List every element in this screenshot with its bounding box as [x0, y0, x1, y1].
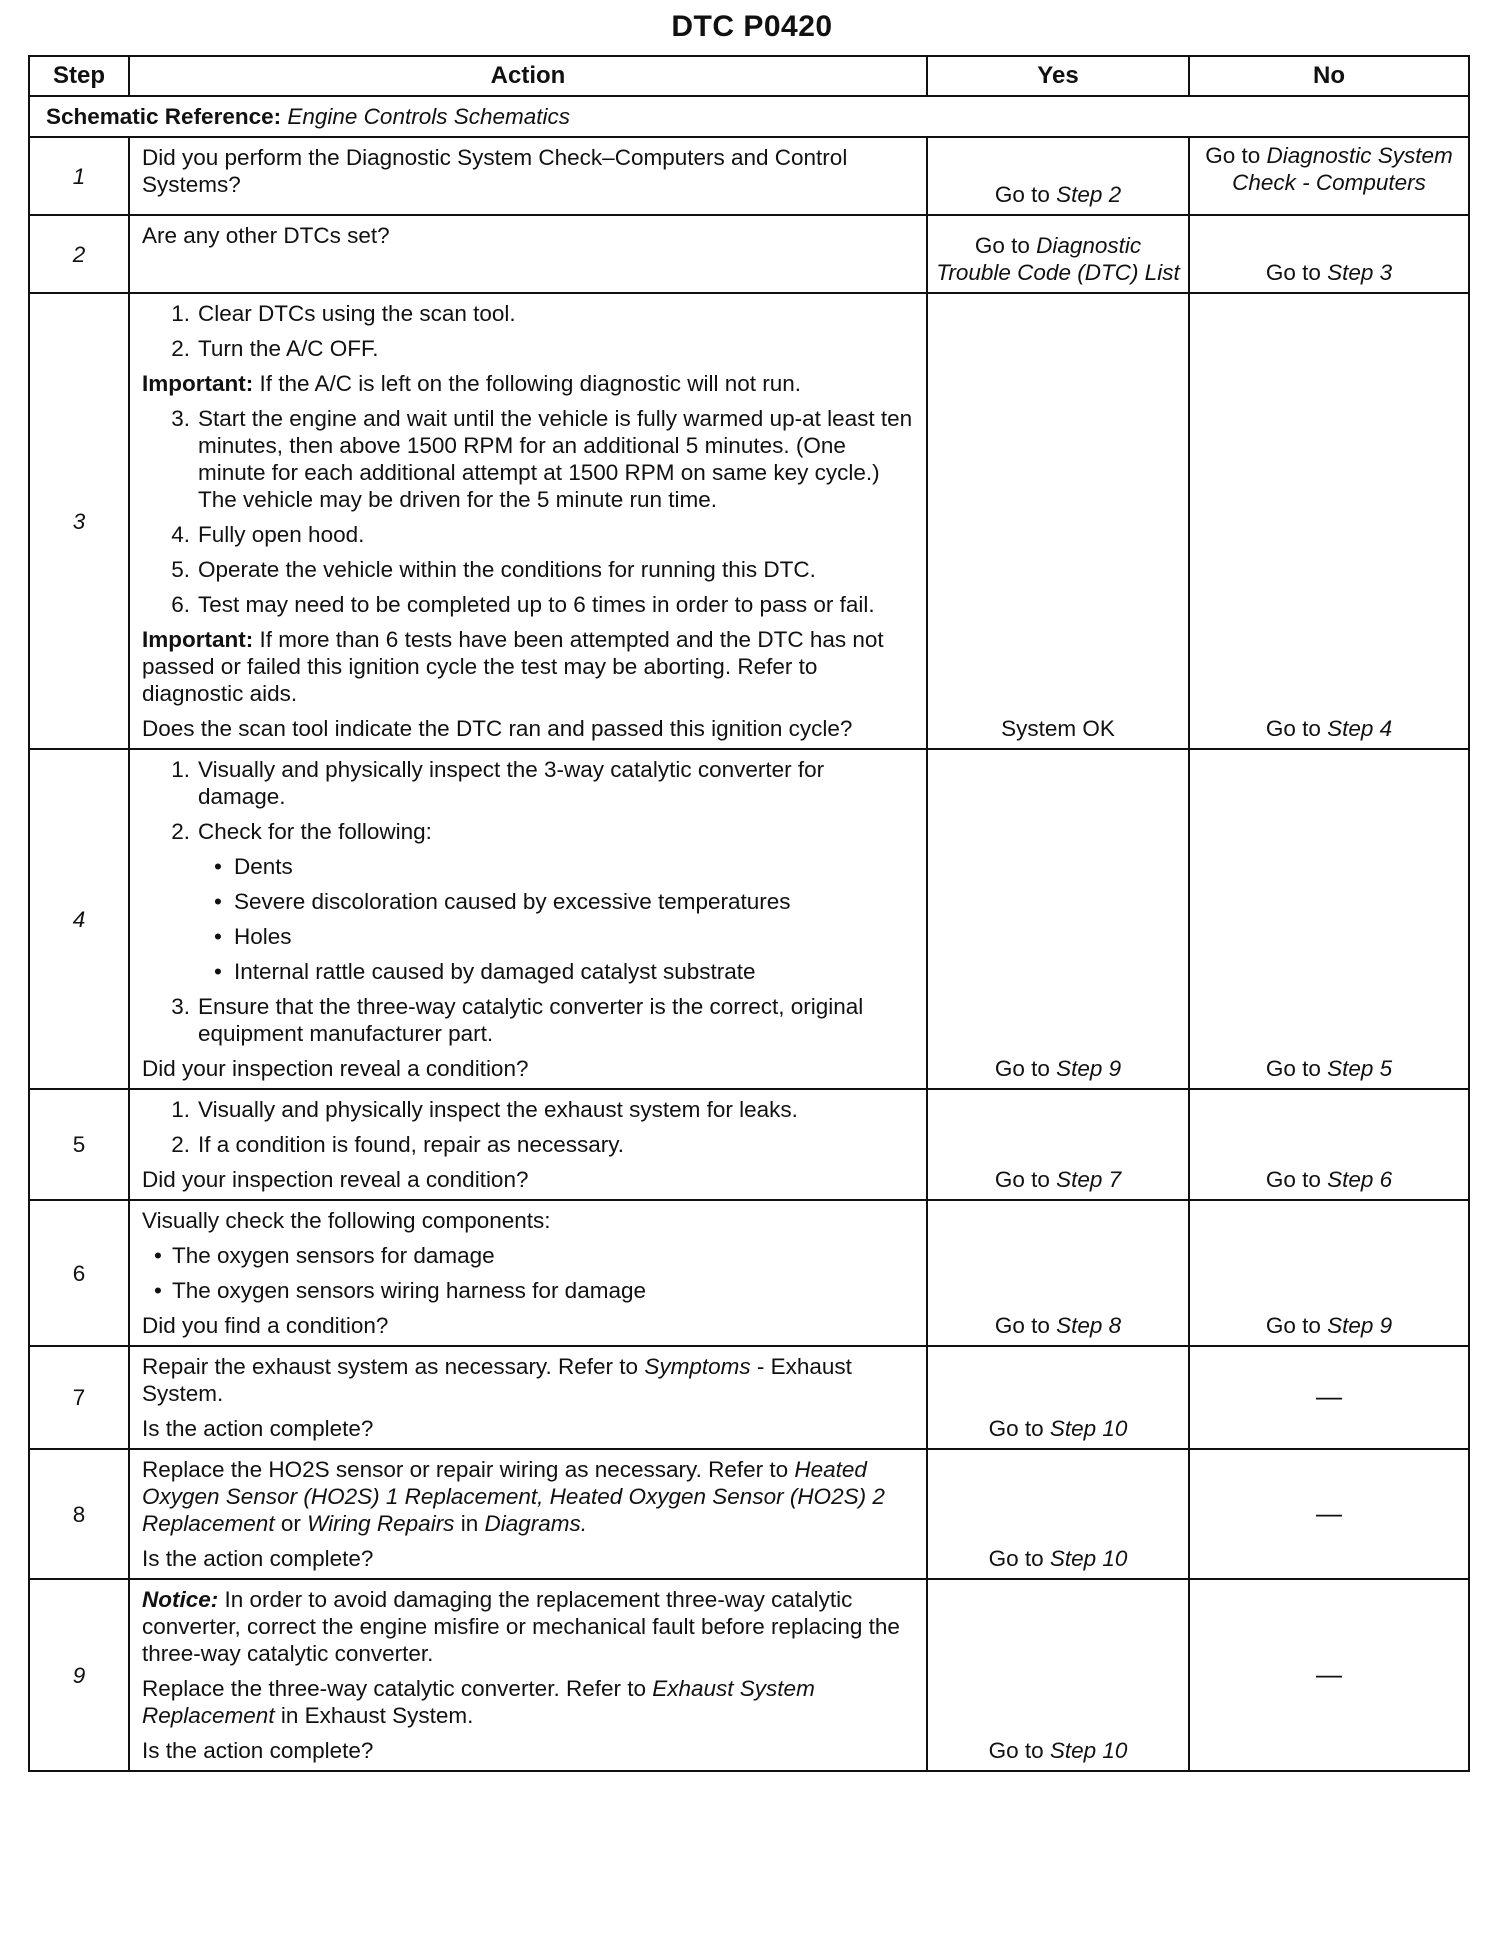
- no-cell: [1189, 137, 1469, 215]
- step-number: 5: [29, 1089, 129, 1200]
- yes-cell: [927, 1089, 1189, 1200]
- yes-prefix: Go to: [994, 1056, 1057, 1081]
- no-cell: [1189, 215, 1469, 293]
- no-cell: [1189, 1579, 1469, 1771]
- action-text: Replace the three-way catalytic converter. Refer to Exhaust System Replacement in Exhaust System.: [142, 1676, 815, 1728]
- diagrams-link[interactable]: Diagrams.: [484, 1511, 587, 1536]
- list-item: 2. If a condition is found, repair as necessary.: [171, 1132, 625, 1157]
- no-link[interactable]: Step 5: [1327, 1056, 1393, 1081]
- important-note: Important: If the A/C is left on the following diagnostic will not run.: [142, 371, 802, 396]
- schematic-row: [29, 96, 1469, 137]
- yes-prefix: Go to: [988, 1546, 1050, 1571]
- no-link[interactable]: Step 6: [1327, 1167, 1393, 1192]
- schematic-link[interactable]: Engine Controls Schematics: [287, 104, 571, 129]
- page-title: DTC P0420: [671, 10, 833, 43]
- no-cell: [1189, 1449, 1469, 1579]
- yes-cell: [927, 1449, 1189, 1579]
- no-cell: [1189, 293, 1469, 749]
- bullet-list: [142, 853, 914, 985]
- step-number: 6: [29, 1200, 129, 1346]
- yes-prefix: Go to: [994, 1167, 1057, 1192]
- list-item: 1. Visually and physically inspect the 3-way catalytic converter for damage.: [171, 757, 825, 809]
- yes-text: System OK: [1001, 716, 1115, 741]
- yes-prefix: Go to: [988, 1738, 1050, 1763]
- list-item: 4. Fully open hood.: [171, 522, 365, 547]
- table-row: [29, 749, 1469, 1089]
- table-row: [29, 137, 1469, 215]
- step-action: [129, 1089, 927, 1200]
- no-prefix: Go to: [1265, 1056, 1328, 1081]
- list-item: 2. Check for the following:: [171, 819, 432, 844]
- yes-cell: [927, 215, 1189, 293]
- step-question: Is the action complete?: [142, 1546, 374, 1571]
- no-cell: [1189, 749, 1469, 1089]
- yes-link[interactable]: Step 10: [1049, 1738, 1128, 1763]
- no-cell: [1189, 1089, 1469, 1200]
- wiring-repairs-link[interactable]: Wiring Repairs: [307, 1511, 455, 1536]
- header-action: Action: [129, 56, 927, 96]
- step-question: Did your inspection reveal a condition?: [142, 1167, 529, 1192]
- yes-link[interactable]: Step 8: [1056, 1313, 1122, 1338]
- table-row: [29, 1089, 1469, 1200]
- table-row: [29, 1449, 1469, 1579]
- symptoms-link[interactable]: Symptoms: [644, 1354, 751, 1379]
- step-action: [129, 1346, 927, 1449]
- table-row: [29, 293, 1469, 749]
- yes-link[interactable]: Step 7: [1056, 1167, 1122, 1192]
- step-question: Is the action complete?: [142, 1416, 374, 1441]
- no-prefix: Go to: [1265, 260, 1328, 285]
- yes-link[interactable]: Step 10: [1049, 1546, 1128, 1571]
- step-number: 8: [29, 1449, 129, 1579]
- step-action: [129, 1579, 927, 1771]
- action-text: Visually check the following components:: [142, 1208, 551, 1233]
- notice-note: Notice: In order to avoid damaging the replacement three-way catalytic converter, correct the engine misfire or mechanical fault before replacing the three-way catalytic converter.: [142, 1587, 900, 1666]
- header-step: Step: [29, 56, 129, 96]
- schematic-reference: [29, 96, 1469, 137]
- yes-cell: [927, 1346, 1189, 1449]
- table-row: [29, 215, 1469, 293]
- diagnostic-table: [28, 55, 1470, 1772]
- yes-link[interactable]: Step 10: [1049, 1416, 1128, 1441]
- table-header-row: [29, 56, 1469, 96]
- bullet-list: [142, 1242, 914, 1304]
- table-row: [29, 1200, 1469, 1346]
- no-dash: —: [1316, 1381, 1342, 1411]
- step-question: Did you find a condition?: [142, 1313, 389, 1338]
- no-link[interactable]: Step 3: [1327, 260, 1393, 285]
- no-cell: [1189, 1200, 1469, 1346]
- step-action: [129, 1449, 927, 1579]
- step-action: [129, 293, 927, 749]
- step-question: Is the action complete?: [142, 1738, 374, 1763]
- step-number: 9: [29, 1579, 129, 1771]
- no-link[interactable]: Diagnostic System Check - Computers: [1232, 143, 1453, 195]
- no-prefix: Go to: [1265, 716, 1328, 741]
- yes-link[interactable]: Diagnostic Trouble Code (DTC) List: [936, 233, 1180, 285]
- step-number: 1: [29, 137, 129, 215]
- no-prefix: Go to: [1265, 1167, 1328, 1192]
- step-number: 2: [29, 215, 129, 293]
- no-cell: [1189, 1346, 1469, 1449]
- yes-prefix: Go to: [994, 1313, 1057, 1338]
- bullet-item: • The oxygen sensors wiring harness for damage: [142, 1277, 914, 1304]
- yes-cell: [927, 1579, 1189, 1771]
- yes-prefix: Go to: [974, 233, 1037, 258]
- step-action: [129, 1200, 927, 1346]
- yes-cell: [927, 749, 1189, 1089]
- list-item: 3. Start the engine and wait until the vehicle is fully warmed up-at least ten minutes, then above 1500 RPM for an additional 5 minutes. (One minute for each additional attempt at 1500 RPM on same key cycle.) The vehicle may be driven for the 5 minute run time.: [171, 406, 913, 512]
- yes-cell: [927, 137, 1189, 215]
- bullet-item: • Holes: [142, 923, 914, 950]
- no-prefix: Go to: [1205, 143, 1267, 168]
- list-item: 2. Turn the A/C OFF.: [171, 336, 379, 361]
- schematic-label: Schematic Reference:: [46, 104, 282, 129]
- action-text: Did you perform the Diagnostic System Check–Computers and Control Systems?: [142, 145, 848, 197]
- procedure-list: [142, 1096, 914, 1158]
- step-action: [129, 215, 927, 293]
- header-yes: Yes: [927, 56, 1189, 96]
- procedure-list: [142, 300, 914, 362]
- step-number: 3: [29, 293, 129, 749]
- bullet-item: • Severe discoloration caused by excessive temperatures: [142, 888, 914, 915]
- no-dash: —: [1316, 1658, 1342, 1689]
- step-number: 4: [29, 749, 129, 1089]
- list-item: 1. Clear DTCs using the scan tool.: [171, 301, 516, 326]
- table-row: [29, 1579, 1469, 1771]
- no-dash: —: [1316, 1497, 1342, 1528]
- list-item: 5. Operate the vehicle within the conditions for running this DTC.: [171, 557, 816, 582]
- bullet-item: • Internal rattle caused by damaged catalyst substrate: [142, 958, 914, 985]
- no-link[interactable]: Step 9: [1327, 1313, 1393, 1338]
- header-no: No: [1189, 56, 1469, 96]
- action-text: Are any other DTCs set?: [142, 223, 390, 248]
- exhaust-replacement-link[interactable]: Exhaust System Replacement: [142, 1676, 815, 1728]
- list-item: 3. Ensure that the three-way catalytic converter is the correct, original equipment manufacturer part.: [171, 994, 864, 1046]
- step-action: [129, 749, 927, 1089]
- procedure-list: [142, 756, 914, 845]
- no-prefix: Go to: [1265, 1313, 1328, 1338]
- ho2s-replacement-link[interactable]: Heated Oxygen Sensor (HO2S) 1 Replacement, Heated Oxygen Sensor (HO2S) 2 Replacement: [142, 1457, 885, 1536]
- step-question: Did your inspection reveal a condition?: [142, 1056, 529, 1081]
- table-row: [29, 1346, 1469, 1449]
- yes-prefix: Go to: [988, 1416, 1050, 1441]
- action-text: Replace the HO2S sensor or repair wiring as necessary. Refer to Heated Oxygen Sensor (HO2S) 1 Replacement, Heated Oxygen Sensor (HO2S) 2 Replacement or Wiring Repairs in Diagrams.: [142, 1457, 885, 1536]
- action-text: Repair the exhaust system as necessary. Refer to Symptoms - Exhaust System.: [142, 1354, 852, 1406]
- step-question: Does the scan tool indicate the DTC ran and passed this ignition cycle?: [142, 716, 853, 741]
- step-number: 7: [29, 1346, 129, 1449]
- yes-cell: [927, 1200, 1189, 1346]
- bullet-item: • The oxygen sensors for damage: [142, 1242, 914, 1269]
- yes-prefix: Go to: [994, 182, 1057, 207]
- list-item: 6. Test may need to be completed up to 6 times in order to pass or fail.: [171, 592, 875, 617]
- list-item: 1. Visually and physically inspect the exhaust system for leaks.: [171, 1097, 798, 1122]
- yes-cell: [927, 293, 1189, 749]
- yes-link[interactable]: Step 2: [1056, 182, 1122, 207]
- no-link[interactable]: Step 4: [1327, 716, 1393, 741]
- step-action: [129, 137, 927, 215]
- bullet-item: • Dents: [142, 853, 914, 880]
- yes-link[interactable]: Step 9: [1056, 1056, 1122, 1081]
- procedure-list: [142, 405, 914, 618]
- important-note: Important: If more than 6 tests have been attempted and the DTC has not passed or failed this ignition cycle the test may be aborting. Refer to diagnostic aids.: [142, 627, 884, 706]
- procedure-list: [142, 993, 914, 1047]
